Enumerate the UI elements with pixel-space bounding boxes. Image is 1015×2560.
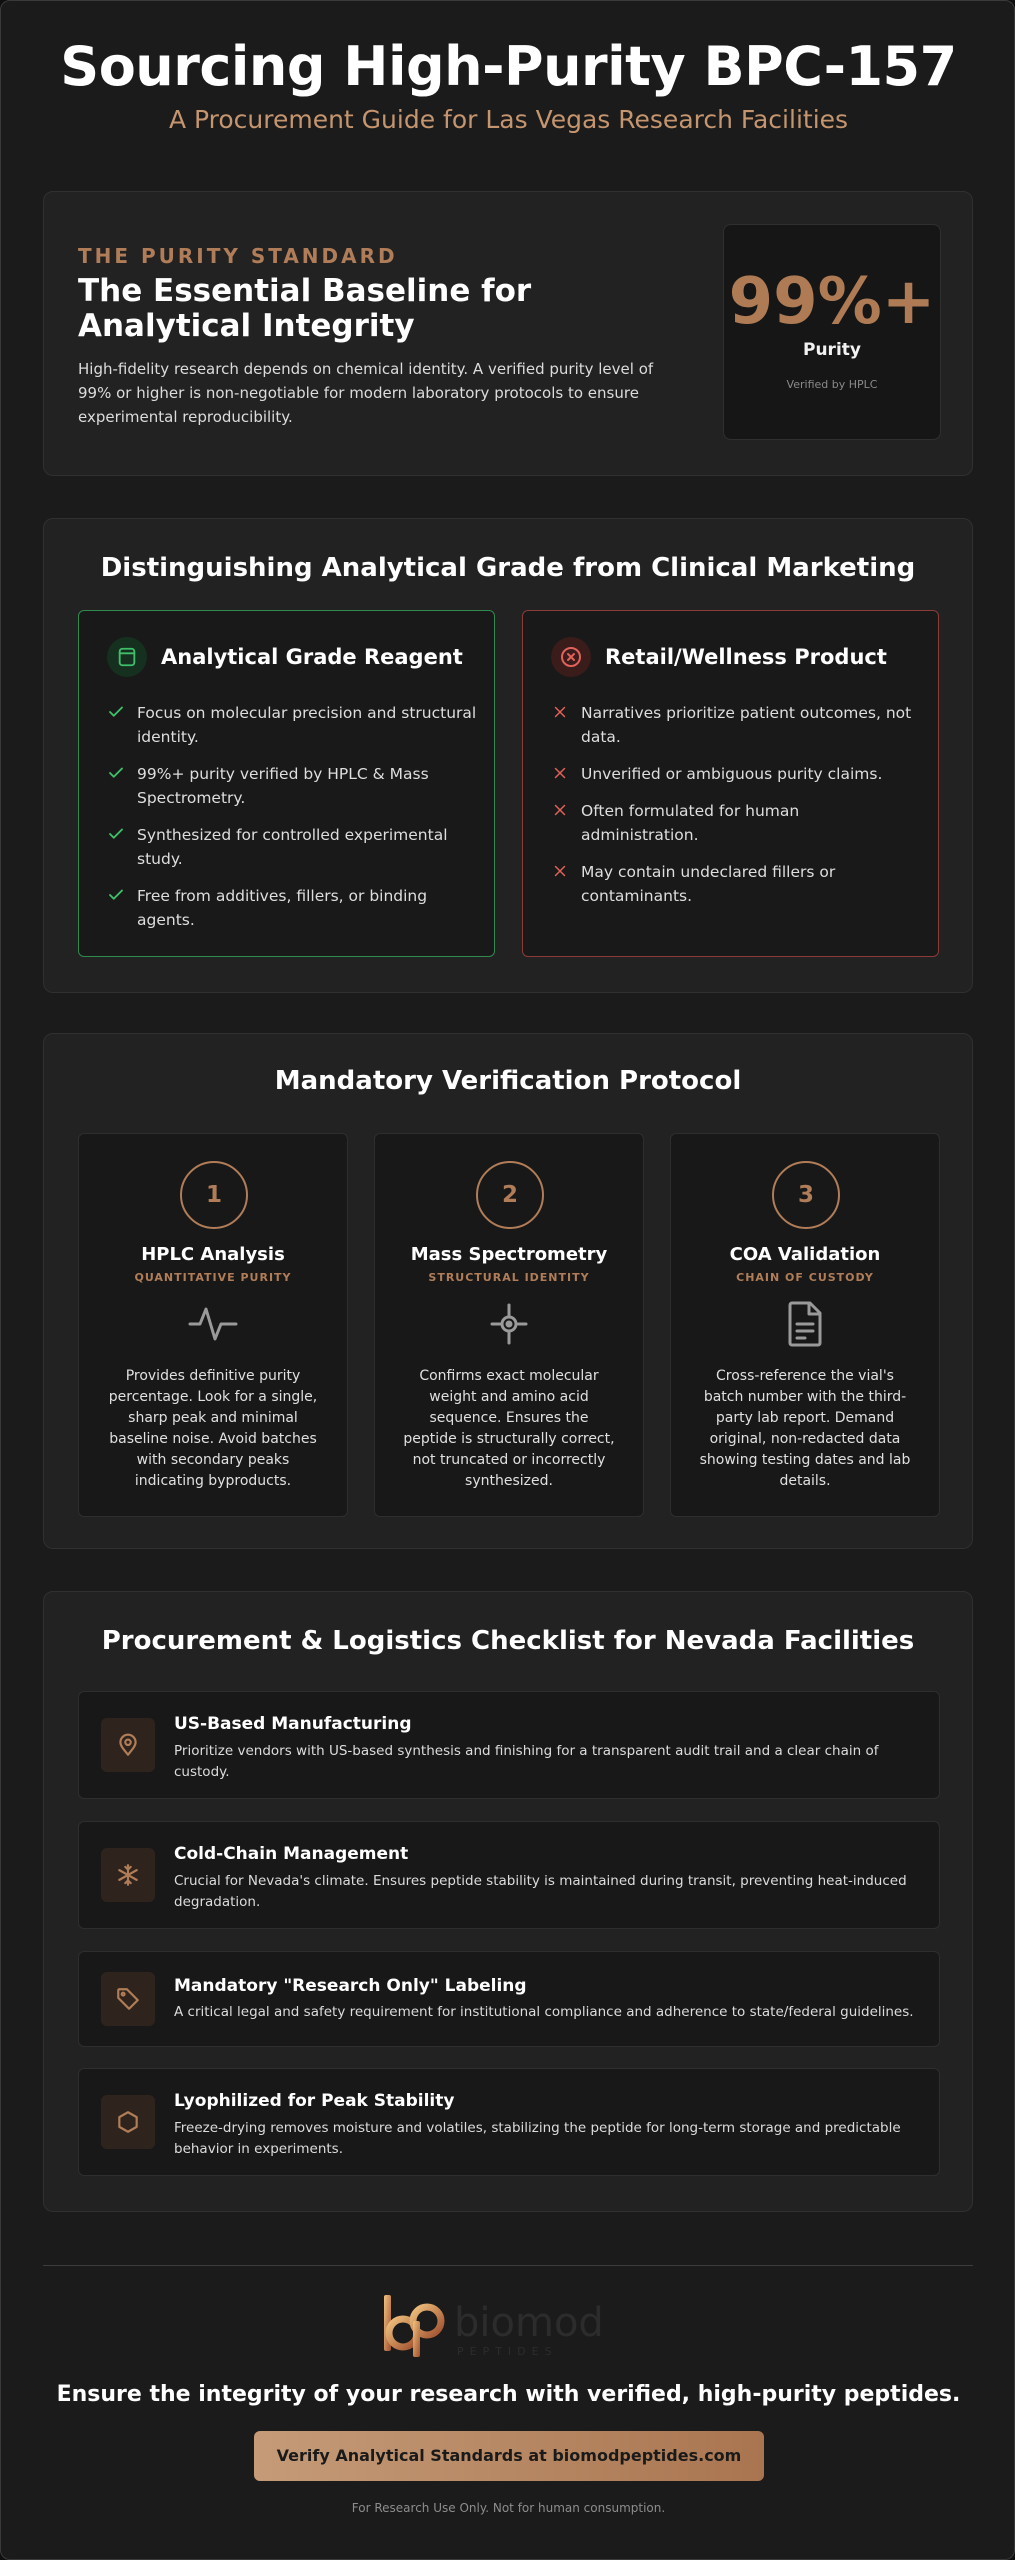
check-icon — [107, 764, 125, 782]
check-icon — [107, 825, 125, 843]
x-icon — [551, 764, 569, 782]
list-item — [551, 860, 921, 908]
hexagon-icon — [101, 2095, 155, 2149]
x-icon — [551, 703, 569, 721]
checklist-item-text: Crucial for Nevada's climate. Ensures peptide stability is maintained during transit, preventing heat-induced degradation. — [174, 1873, 907, 1910]
step-title: COA Validation — [729, 1244, 881, 1265]
step-description: Confirms exact molecular weight and amino acid sequence. Ensures the peptide is structurally correct, not truncated or incorrectly synthesized. — [403, 1368, 615, 1489]
biomod-logo — [381, 2291, 641, 2361]
checklist-item-title: US-Based Manufacturing — [174, 1714, 412, 1734]
check-icon — [107, 886, 125, 904]
verification-protocol-section — [43, 1033, 973, 1549]
purity-badge-note: Verified by HPLC — [786, 378, 878, 391]
analytical-grade-card — [78, 610, 495, 957]
protocol-title: Mandatory Verification Protocol — [274, 1066, 742, 1096]
purity-badge-label: Purity — [803, 340, 861, 360]
retail-product-list — [551, 701, 921, 921]
snowflake-icon — [101, 1848, 155, 1902]
list-item — [107, 762, 477, 810]
checklist-item — [78, 1821, 940, 1929]
list-item — [551, 762, 921, 786]
checklist-item-text: Prioritize vendors with US-based synthesis and finishing for a transparent audit trail and a clear chain of custody. — [174, 1743, 879, 1780]
checklist-item-title: Cold-Chain Management — [174, 1844, 409, 1864]
checklist-item — [78, 1951, 940, 2047]
step-number: 2 — [476, 1161, 544, 1229]
step-subtitle: STRUCTURAL IDENTITY — [428, 1271, 590, 1284]
list-item-text: Synthesized for controlled experimental study. — [137, 826, 448, 868]
procurement-checklist-section — [43, 1591, 973, 2212]
step-title: Mass Spectrometry — [410, 1244, 608, 1265]
cta-text: Ensure the integrity of your research with verified, high-purity peptides. — [56, 2382, 961, 2407]
document-icon — [780, 1299, 830, 1349]
svg-text:biomod: biomod — [454, 2300, 604, 2346]
list-item-text: Often formulated for human administration. — [581, 802, 800, 844]
page-subtitle: A Procurement Guide for Las Vegas Research Facilities — [168, 105, 849, 134]
page-title: Sourcing High-Purity BPC-157 — [60, 35, 957, 98]
checklist-item-text: A critical legal and safety requirement for institutional compliance and adherence to state/federal guidelines. — [174, 2004, 914, 2020]
list-item — [551, 799, 921, 847]
analytical-grade-list — [107, 701, 477, 945]
purity-description: High-fidelity research depends on chemical identity. A verified purity level of 99% or higher is non-negotiable for modern laboratory protocols to ensure experimental reproducibility. — [78, 360, 654, 426]
comparison-title: Distinguishing Analytical Grade from Clinical Marketing — [100, 553, 916, 583]
map-pin-icon — [101, 1718, 155, 1772]
list-item-text: May contain undeclared fillers or contaminants. — [581, 863, 836, 905]
checklist-item-title: Lyophilized for Peak Stability — [174, 2091, 455, 2111]
list-item — [107, 823, 477, 871]
list-item — [107, 701, 477, 749]
list-item-text: Focus on molecular precision and structural identity. — [137, 704, 477, 746]
checklist-item-text: Freeze-drying removes moisture and volatiles, stabilizing the peptide for long-term storage and predictable behavior in experiments. — [174, 2120, 901, 2157]
analytical-grade-title: Analytical Grade Reagent — [161, 645, 463, 669]
purity-eyebrow: THE PURITY STANDARD — [78, 244, 398, 268]
disclaimer: For Research Use Only. Not for human consumption. — [351, 2501, 666, 2515]
activity-icon — [188, 1299, 238, 1349]
step-description: Provides definitive purity percentage. Look for a single, sharp peak and minimal baseline noise. Avoid batches with secondary peaks indicating byproducts. — [108, 1368, 318, 1489]
protocol-step-card — [670, 1133, 940, 1517]
checklist-item-title: Mandatory "Research Only" Labeling — [174, 1976, 527, 1996]
list-item — [107, 884, 477, 932]
step-number: 1 — [180, 1161, 248, 1229]
purity-heading: The Essential Baseline for Analytical Integrity — [78, 273, 532, 344]
protocol-step-card — [78, 1133, 348, 1517]
step-title: HPLC Analysis — [141, 1244, 285, 1265]
step-number: 3 — [772, 1161, 840, 1229]
x-circle-icon — [551, 637, 591, 677]
tag-icon — [101, 1972, 155, 2026]
crosshair-icon — [484, 1299, 534, 1349]
x-icon — [551, 801, 569, 819]
verify-standards-button[interactable]: Verify Analytical Standards at biomodpeptides.com — [254, 2431, 764, 2481]
list-item-text: Free from additives, fillers, or binding agents. — [137, 887, 428, 929]
step-subtitle: CHAIN OF CUSTODY — [736, 1271, 874, 1284]
footer-divider — [43, 2265, 973, 2266]
purity-standard-section — [43, 191, 973, 476]
retail-product-card — [522, 610, 939, 957]
step-subtitle: QUANTITATIVE PURITY — [134, 1271, 292, 1284]
retail-product-title: Retail/Wellness Product — [605, 645, 887, 669]
step-description: Cross-reference the vial's batch number with the third-party lab report. Demand original, non-redacted data showing testing dates and lab details. — [699, 1368, 911, 1489]
checklist-item — [78, 2068, 940, 2176]
flask-icon — [107, 637, 147, 677]
check-icon — [107, 703, 125, 721]
purity-badge-value: 99%+ — [728, 265, 936, 339]
comparison-section — [43, 518, 973, 993]
svg-text:PEPTIDES: PEPTIDES — [457, 2345, 558, 2358]
purity-badge — [723, 224, 941, 440]
checklist-item — [78, 1691, 940, 1799]
list-item-text: 99%+ purity verified by HPLC & Mass Spectrometry. — [137, 765, 429, 807]
list-item — [551, 701, 921, 749]
x-icon — [551, 862, 569, 880]
checklist-title: Procurement & Logistics Checklist for Nevada Facilities — [101, 1626, 915, 1656]
list-item-text: Unverified or ambiguous purity claims. — [581, 765, 883, 783]
list-item-text: Narratives prioritize patient outcomes, not data. — [581, 704, 912, 746]
protocol-step-card — [374, 1133, 644, 1517]
